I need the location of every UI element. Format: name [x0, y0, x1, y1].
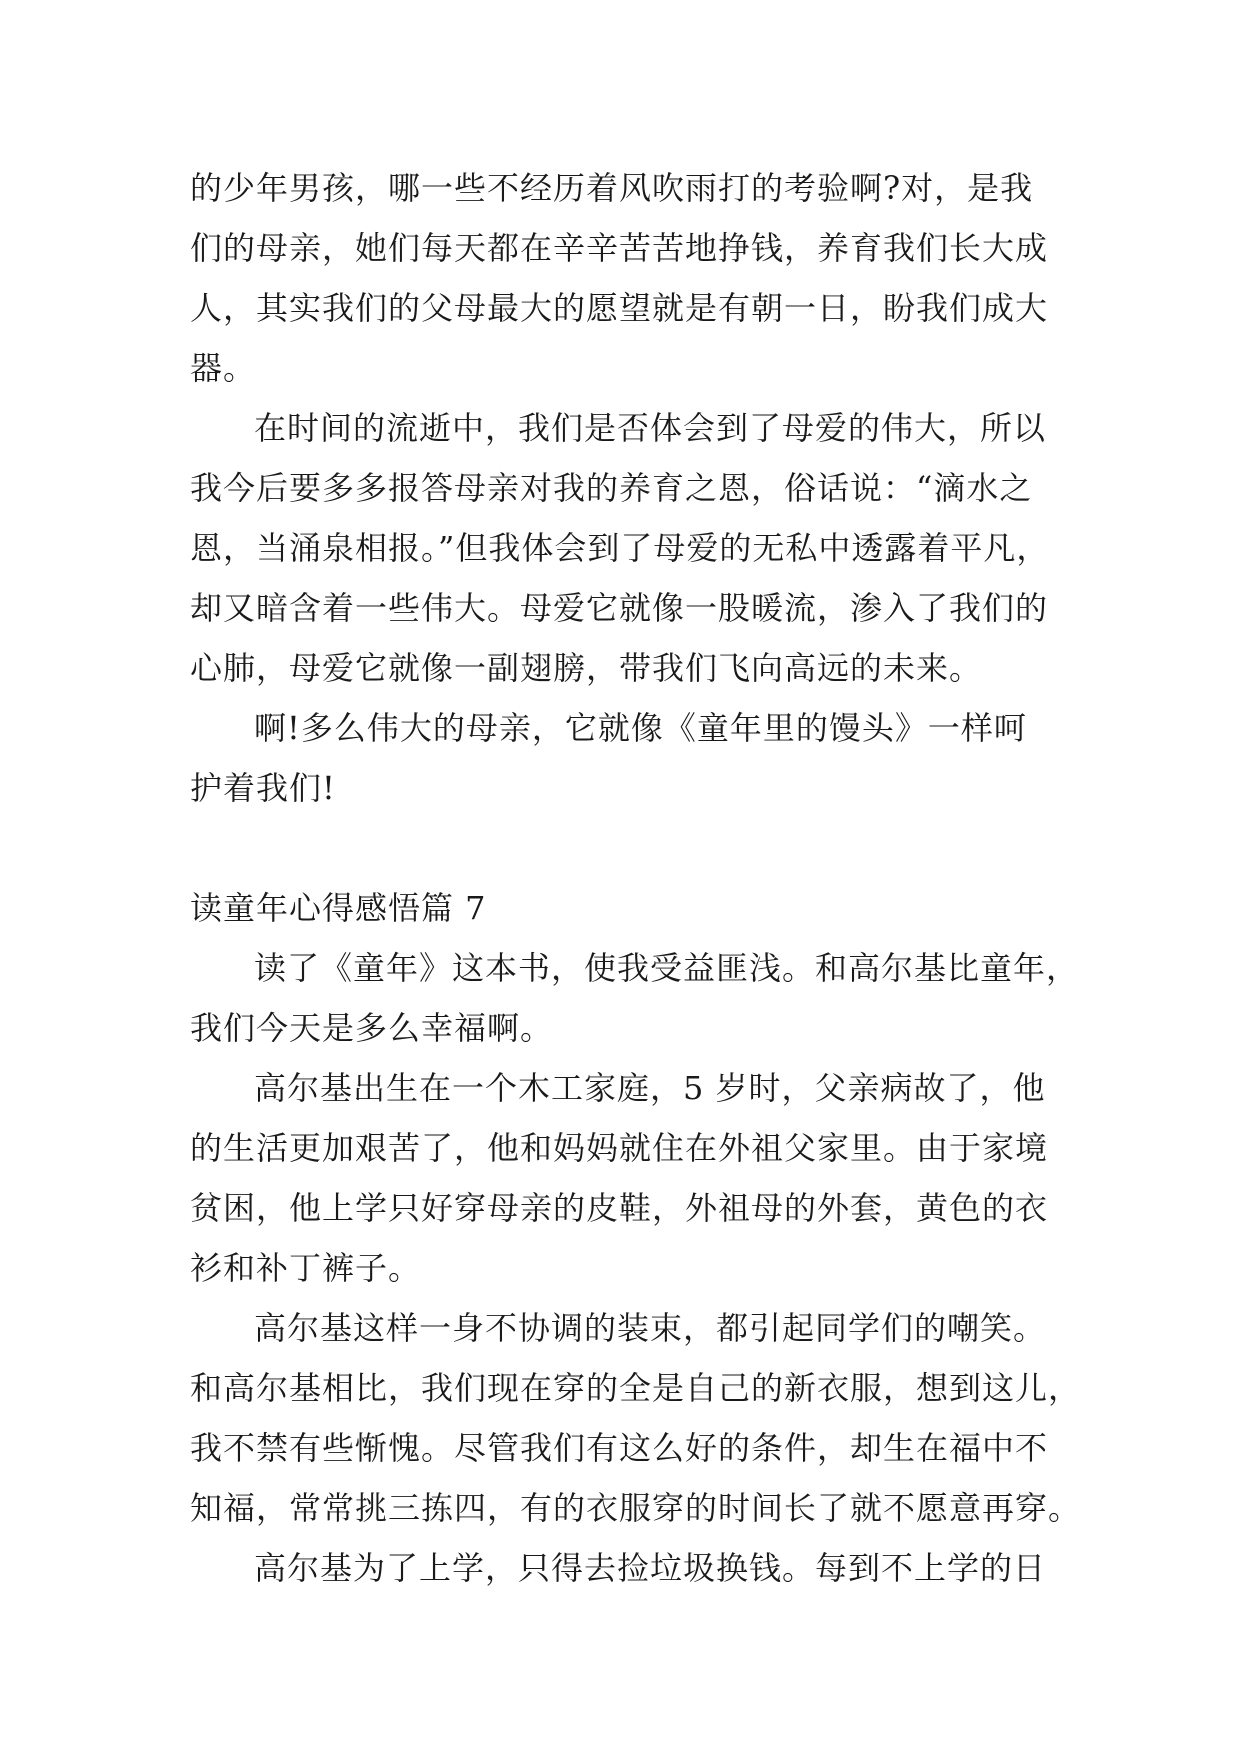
text-line: 啊!多么伟大的母亲，它就像《童年里的馒头》一样呵	[254, 709, 1027, 747]
text-line: 却又暗含着一些伟大。母爱它就像一股暖流，渗入了我们的	[190, 589, 1049, 627]
text-line: 护着我们!	[190, 769, 336, 807]
paragraph-gorky-birth	[190, 1058, 1080, 1298]
text-line: 的生活更加艰苦了，他和妈妈就住在外祖父家里。由于家境	[190, 1129, 1049, 1167]
text-line: 人，其实我们的父母最大的愿望就是有朝一日，盼我们成大	[190, 289, 1049, 327]
text-line: 们的母亲，她们每天都在辛辛苦苦地挣钱，养育我们长大成	[190, 229, 1049, 267]
text-line: 的少年男孩，哪一些不经历着风吹雨打的考验啊?对，是我	[190, 169, 1034, 207]
text-line: 高尔基出生在一个木工家庭，5 岁时，父亲病故了，他	[254, 1069, 1046, 1107]
text-line: 心肺，母爱它就像一副翅膀，带我们飞向高远的未来。	[190, 649, 983, 687]
paragraph-gorky-school	[190, 1538, 1080, 1598]
text-line: 器。	[190, 349, 257, 387]
text-line: 我不禁有些惭愧。尽管我们有这么好的条件，却生在福中不	[190, 1429, 1049, 1467]
paragraph-gorky-clothes	[190, 1298, 1080, 1538]
text-line: 在时间的流逝中，我们是否体会到了母爱的伟大，所以	[254, 409, 1047, 447]
text-line: 高尔基这样一身不协调的装束，都引起同学们的嘲笑。	[254, 1309, 1047, 1347]
text-line: 读了《童年》这本书，使我受益匪浅。和高尔基比童年，	[254, 949, 1080, 987]
section-gap	[190, 818, 1080, 878]
text-line: 衫和补丁裤子。	[190, 1249, 422, 1287]
text-line: 知福，常常挑三拣四，有的衣服穿的时间长了就不愿意再穿。	[190, 1489, 1082, 1527]
paragraph-mother-love	[190, 398, 1080, 698]
paragraph-intro	[190, 938, 1080, 1058]
paragraph-continuation	[190, 158, 1080, 398]
text-line: 我们今天是多么幸福啊。	[190, 1009, 554, 1047]
document-body	[190, 158, 1080, 1598]
text-line: 我今后要多多报答母亲对我的养育之恩，俗话说：“滴水之	[190, 469, 1033, 507]
paragraph-exclamation	[190, 698, 1080, 818]
text-line: 高尔基为了上学，只得去捡垃圾换钱。每到不上学的日	[254, 1549, 1047, 1587]
text-line: 和高尔基相比，我们现在穿的全是自己的新衣服，想到这儿，	[190, 1369, 1082, 1407]
text-line: 恩，当涌泉相报。”但我体会到了母爱的无私中透露着平凡，	[190, 529, 1050, 567]
section-title: 读童年心得感悟篇 7	[190, 889, 487, 927]
text-line: 贫困，他上学只好穿母亲的皮鞋，外祖母的外套，黄色的衣	[190, 1189, 1049, 1227]
